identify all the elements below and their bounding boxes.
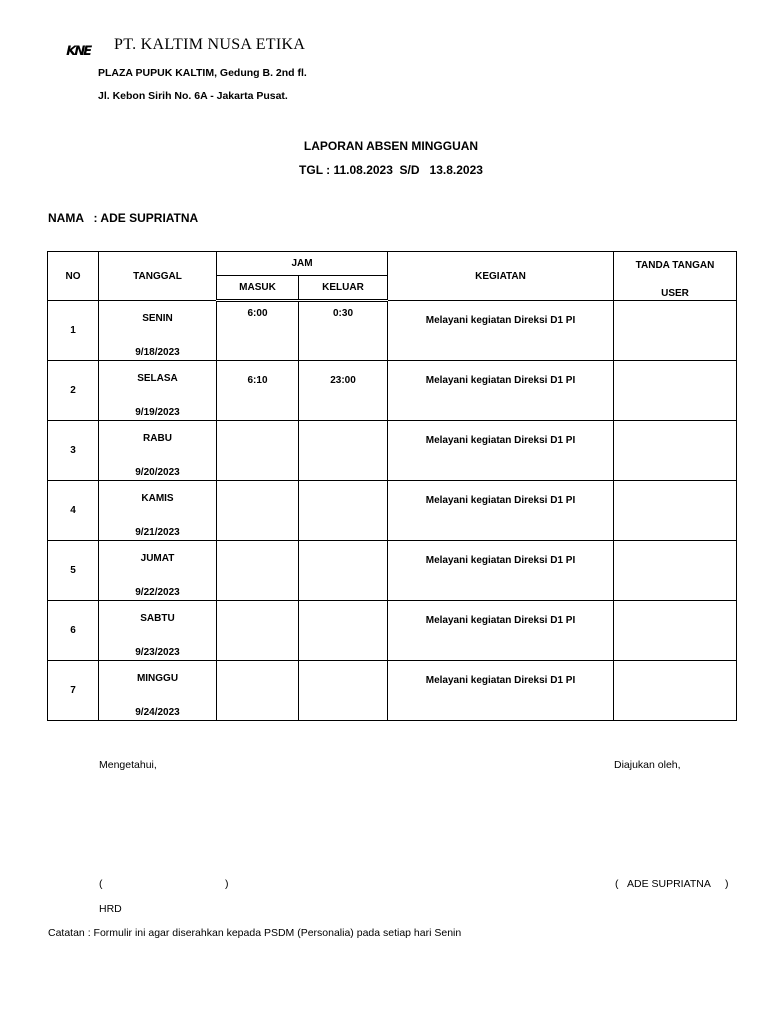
header-tanggal: TANGGAL [99, 252, 217, 301]
row-keluar [299, 361, 388, 421]
row-keluar [299, 661, 388, 721]
company-address-line1: PLAZA PUPUK KALTIM, Gedung B. 2nd fl. [98, 67, 307, 79]
row-kegiatan-value: Melayani kegiatan Direksi D1 PI [425, 615, 576, 626]
row-tanggal [99, 541, 217, 601]
row-no: 1 [48, 301, 99, 361]
row-no: 5 [48, 541, 99, 601]
row-keluar [299, 421, 388, 481]
signer-name: ADE SUPRIATNA [627, 878, 711, 890]
header-kegiatan: KEGIATAN [388, 252, 614, 301]
row-date: 9/18/2023 [135, 347, 180, 358]
row-tanggal [99, 601, 217, 661]
company-address-line2: Jl. Kebon Sirih No. 6A - Jakarta Pusat. [98, 90, 288, 102]
right-signature-open-paren: ( [615, 878, 619, 890]
row-masuk-value: 6:10 [247, 375, 268, 386]
row-tanggal [99, 301, 217, 361]
company-name: PT. KALTIM NUSA ETIKA [114, 36, 306, 53]
header-no: NO [48, 252, 99, 301]
header-tanda-tangan-bottom: USER [661, 288, 689, 299]
row-signature [614, 541, 737, 601]
row-kegiatan [388, 601, 614, 661]
row-keluar [299, 301, 388, 361]
row-tanggal [99, 661, 217, 721]
header-tanda-tangan [614, 252, 737, 301]
row-no: 2 [48, 361, 99, 421]
row-kegiatan-value: Melayani kegiatan Direksi D1 PI [425, 675, 576, 686]
hrd-label: HRD [99, 903, 122, 915]
row-keluar [299, 541, 388, 601]
header-jam: JAM [217, 252, 388, 276]
row-masuk [217, 481, 299, 541]
row-masuk [217, 541, 299, 601]
row-kegiatan [388, 541, 614, 601]
table-row [48, 481, 737, 541]
table-row [48, 301, 737, 361]
row-kegiatan-value: Melayani kegiatan Direksi D1 PI [425, 555, 576, 566]
row-tanggal [99, 481, 217, 541]
row-masuk-value: 6:00 [247, 308, 268, 319]
row-day: MINGGU [136, 673, 179, 684]
attendance-table [47, 251, 737, 721]
row-kegiatan [388, 361, 614, 421]
row-no: 6 [48, 601, 99, 661]
row-day: SENIN [142, 313, 173, 324]
row-kegiatan-value: Melayani kegiatan Direksi D1 PI [425, 315, 576, 326]
footer-note: Catatan : Formulir ini agar diserahkan kepada PSDM (Personalia) pada setiap hari Senin [48, 927, 462, 939]
diajukan-label: Diajukan oleh, [614, 759, 681, 771]
right-signature-close-paren: ) [725, 878, 729, 890]
row-kegiatan-value: Melayani kegiatan Direksi D1 PI [425, 435, 576, 446]
row-masuk [217, 661, 299, 721]
row-keluar-value: 0:30 [332, 308, 353, 319]
header-keluar: KELUAR [299, 276, 388, 301]
left-signature-open-paren: ( [99, 878, 103, 890]
row-date: 9/19/2023 [135, 407, 180, 418]
row-date: 9/23/2023 [135, 647, 180, 658]
row-masuk [217, 601, 299, 661]
row-kegiatan-value: Melayani kegiatan Direksi D1 PI [425, 375, 576, 386]
row-day: SELASA [137, 373, 178, 384]
table-row [48, 541, 737, 601]
row-date: 9/21/2023 [135, 527, 180, 538]
row-no: 3 [48, 421, 99, 481]
row-kegiatan-value: Melayani kegiatan Direksi D1 PI [425, 495, 576, 506]
row-masuk [217, 421, 299, 481]
row-kegiatan [388, 421, 614, 481]
header-tanda-tangan-top: TANDA TANGAN [635, 260, 715, 271]
row-signature [614, 481, 737, 541]
row-date: 9/20/2023 [135, 467, 180, 478]
mengetahui-label: Mengetahui, [99, 759, 157, 771]
row-day: RABU [143, 433, 172, 444]
header-masuk: MASUK [217, 276, 299, 301]
row-keluar [299, 481, 388, 541]
row-date: 9/24/2023 [135, 707, 180, 718]
row-day: JUMAT [140, 553, 175, 564]
row-date: 9/22/2023 [135, 587, 180, 598]
row-signature [614, 601, 737, 661]
row-masuk [217, 361, 299, 421]
row-tanggal [99, 361, 217, 421]
employee-name: NAMA : ADE SUPRIATNA [48, 211, 199, 225]
row-no: 4 [48, 481, 99, 541]
row-keluar-value: 23:00 [330, 375, 356, 386]
row-masuk [217, 301, 299, 361]
row-signature [614, 421, 737, 481]
left-signature-close-paren: ) [225, 878, 229, 890]
row-day: SABTU [140, 613, 175, 624]
row-kegiatan [388, 481, 614, 541]
row-kegiatan [388, 661, 614, 721]
table-row [48, 421, 737, 481]
row-day: KAMIS [141, 493, 174, 504]
report-period: TGL : 11.08.2023 S/D 13.8.2023 [299, 163, 483, 177]
row-kegiatan [388, 301, 614, 361]
table-row [48, 661, 737, 721]
table-row [48, 601, 737, 661]
row-signature [614, 361, 737, 421]
row-keluar [299, 601, 388, 661]
row-tanggal [99, 421, 217, 481]
row-no: 7 [48, 661, 99, 721]
row-signature [614, 661, 737, 721]
report-title: LAPORAN ABSEN MINGGUAN [303, 139, 479, 153]
row-signature [614, 301, 737, 361]
company-logo: KNE [64, 44, 92, 59]
table-row [48, 361, 737, 421]
